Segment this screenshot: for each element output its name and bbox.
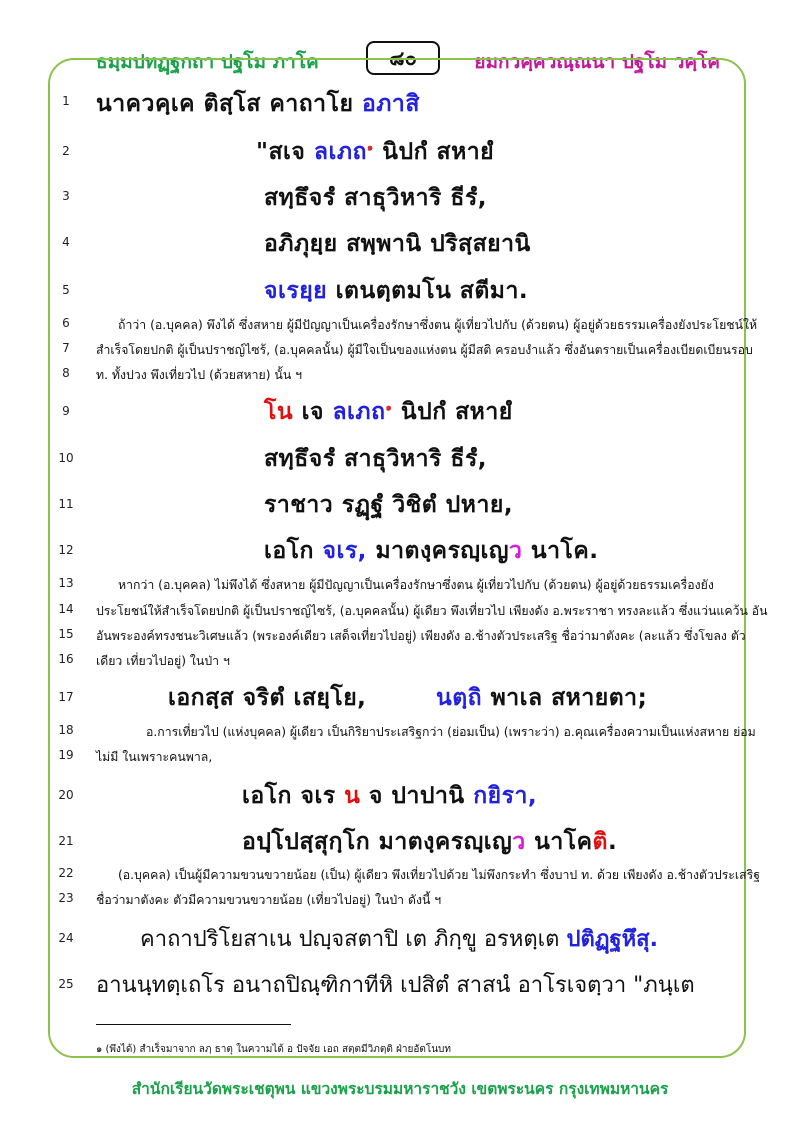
line-number: 11 [58,497,74,511]
prose-line-16: เดียว เที่ยวไปอยู่) ในป่า ฯ [96,654,230,668]
line-number: 13 [58,576,74,590]
text-segment: มาตงฺครญฺเญ [375,538,509,564]
footnote: ๑ (พึงได้) สำเร็จมาจาก ลภฺ ธาตุ ในความได้ อ ปัจจัย เอถ สตฺตมีวิภตฺติ ฝ่ายอัตโนบท [96,1044,451,1055]
line-number: 9 [62,404,70,418]
verse-line-11: ราชาว รฏฺฐํ วิชิตํ ปหาย, [264,492,514,518]
verse-line-12 [264,533,599,569]
prose-line-14: ประโยชน์ให้สำเร็จโดยปกติ ผู้เป็นปราชญ์ไซร้, (อ.บุคคลนั้น) ผู้เดียว พึงเที่ยวไป เพียงดัง อ.พระราชา ทรงละแล้ว ซึ่งแว่นแคว้น อัน [96,604,768,618]
verse-line-10: สทฺธึจรํ สาธุวิหาริ ธีรํ, [264,446,488,472]
text-segment-red: โน [264,399,294,425]
text-segment: เอโก [264,538,314,564]
line-number: 5 [62,283,70,297]
text-segment: อปฺโปสฺสุกฺโก มาตงฺครญฺเญ [242,829,513,855]
line-number: 17 [58,690,74,704]
text-segment: "สเจ [256,139,306,165]
verse-line-21 [242,824,617,860]
text-segment: นาโค [534,829,593,855]
text-segment: . [607,829,618,855]
text-segment: เอกสฺส จริตํ เสยฺโย, [168,685,367,711]
text-segment: จ ปาปานิ [368,783,465,809]
line-number: 4 [62,235,70,249]
text-segment-blue: อภาสิ [361,91,420,117]
text-segment-blue: กยิรา, [473,783,538,809]
text-segment: เจ [301,399,324,425]
prose-line-6: ถ้าว่า (อ.บุคคล) พึงได้ ซึ่งสหาย ผู้มีปัญญาเป็นเครื่องรักษาซึ่งตน ผู้เที่ยวไปกับ (ด้วยตน) ผู้อยู่ด้วยธรรมเครื่องยังประโยชน์ให้ [118,318,758,332]
prose-line-7: สำเร็จโดยปกติ ผู้เป็นปราชญ์ไซร้, (อ.บุคคลนั้น) ผู้มีใจเป็นของแห่งตน ผู้มีสติ ครอบงำแล้ว ซึ่งอันตรายเป็นเครื่องเบียดเบียนรอบ [96,343,753,357]
text-segment-blue: จเรยฺย [264,278,328,304]
footer-text: สำนักเรียนวัดพระเชตุพน แขวงพระบรมมหาราชวัง เขตพระนคร กรุงเทพมหานคร [131,1080,669,1098]
text-segment-blue: ลเภถ [313,139,367,165]
verse-line-24 [140,921,658,956]
prose-line-23: ชื่อว่ามาตังคะ ตัวมีความขวนขวายน้อย (เที่ยวไปอยู่) ในป่า ดังนี้ ฯ [96,893,442,907]
prose-line-22: (อ.บุคคล) เป็นผู้มีความขวนขวายน้อย (เป็น) ผู้เดียว พึงเที่ยวไปด้วย ไม่พึงกระทำ ซึ่งบาป ท. ด้วย เพียงดัง อ.ช้างตัวประเสริฐ [118,868,761,882]
text-segment: นิปกํ สหายํ [400,399,513,425]
text-segment: นาโค. [530,538,599,564]
verse-line-4: อภิภุยฺย สพฺพานิ ปริสฺสยานิ [264,231,531,257]
text-segment-blue: จเร, [322,538,367,564]
line-number: 20 [58,788,74,802]
text-segment-blue: ลเภถ [332,399,386,425]
line-number: 3 [62,189,70,203]
line-number: 24 [58,931,74,945]
footnote-marker: ๑ [385,402,393,414]
line-number: 15 [58,627,74,641]
line-number: 12 [58,543,74,557]
prose-line-18: อ.การเที่ยวไป (แห่งบุคคล) ผู้เดียว เป็นกิริยาประเสริฐกว่า (ย่อมเป็น) (เพราะว่า) อ.คุณเครื่องความเป็นแห่งสหาย ย่อม [146,725,756,739]
text-segment: คาถาปริโยสาเน ปญฺจสตาปิ เต ภิกฺขู อรหตฺเต [140,927,560,952]
line-number: 25 [58,977,74,991]
header-left-title: ธมฺมปทฏฺฐกถา ปฐโม ภาโค [96,51,319,73]
verse-line-3: สทฺธึจรํ สาธุวิหาริ ธีรํ, [264,185,488,211]
line-number: 1 [62,94,70,108]
verse-line-1 [96,86,420,122]
prose-line-13: หากว่า (อ.บุคคล) ไม่พึงได้ ซึ่งสหาย ผู้มีปัญญาเป็นเครื่องรักษาซึ่งตน ผู้เที่ยวไปกับ (ด้วยตน) ผู้อยู่ด้วยธรรมเครื่องยัง [118,578,714,592]
verse-line-5 [264,273,528,309]
prose-line-8: ท. ทั้งปวง พึงเที่ยวไป (ด้วยสหาย) นั้น ฯ [96,368,303,382]
footnote-rule [96,1024,291,1025]
text-segment-red: น [344,783,361,809]
text-segment: นาควคฺเค ติสฺโส คาถาโย [96,91,354,117]
verse-line-9 [264,394,513,430]
verse-line-17b [436,680,647,716]
line-number: 23 [58,891,74,905]
verse-line-17 [168,680,366,716]
line-number: 8 [62,366,70,380]
prose-line-19: ไม่มี ในเพราะคนพาล, [96,750,213,764]
text-segment: เอโก จเร [242,783,336,809]
text-segment: พาเล สหายตา; [490,685,648,711]
verse-line-20 [242,778,537,814]
line-number: 22 [58,866,74,880]
line-number: 21 [58,834,74,848]
verse-line-2 [256,134,494,170]
line-number: 10 [58,451,74,465]
verse-line-25: อานนฺทตฺเถโร อนาถปิณฺฑิกาทีหิ เปสิตํ สาสนํ อาโรเจตฺวา "ภนฺเต [96,973,695,998]
line-number: 6 [62,316,70,330]
footnote-marker: ๑ [366,142,374,154]
prose-line-15: อันพระองค์ทรงชนะวิเศษแล้ว (พระองค์เดียว เสด็จเที่ยวไปอยู่) เพียงดัง อ.ช้างตัวประเสริฐ ชื่อว่ามาตังคะ (ละแล้ว ซึ่งโขลง ตัว [96,629,746,643]
text-segment: นิปกํ สหายํ [382,139,495,165]
line-number: 7 [62,341,70,355]
text-segment-magenta: ว [512,829,526,855]
line-number: 14 [58,602,74,616]
text-segment-blue: ปติฏฺฐหึสุ. [566,927,658,952]
line-number: 16 [58,652,74,666]
text-segment-magenta: ว [508,538,523,564]
line-number: 19 [58,748,74,762]
header-right-title: ยมกวคฺควณฺณนา ปฐโม วคฺโค [474,51,720,73]
page-number-box: ๘๐ [366,41,440,75]
text-segment-blue: นตฺถิ [436,685,483,711]
line-number: 2 [62,144,70,158]
text-segment: เตนตฺตมโน สตีมา. [335,278,529,304]
text-segment-red: ติ [592,829,608,855]
line-number: 18 [58,723,74,737]
